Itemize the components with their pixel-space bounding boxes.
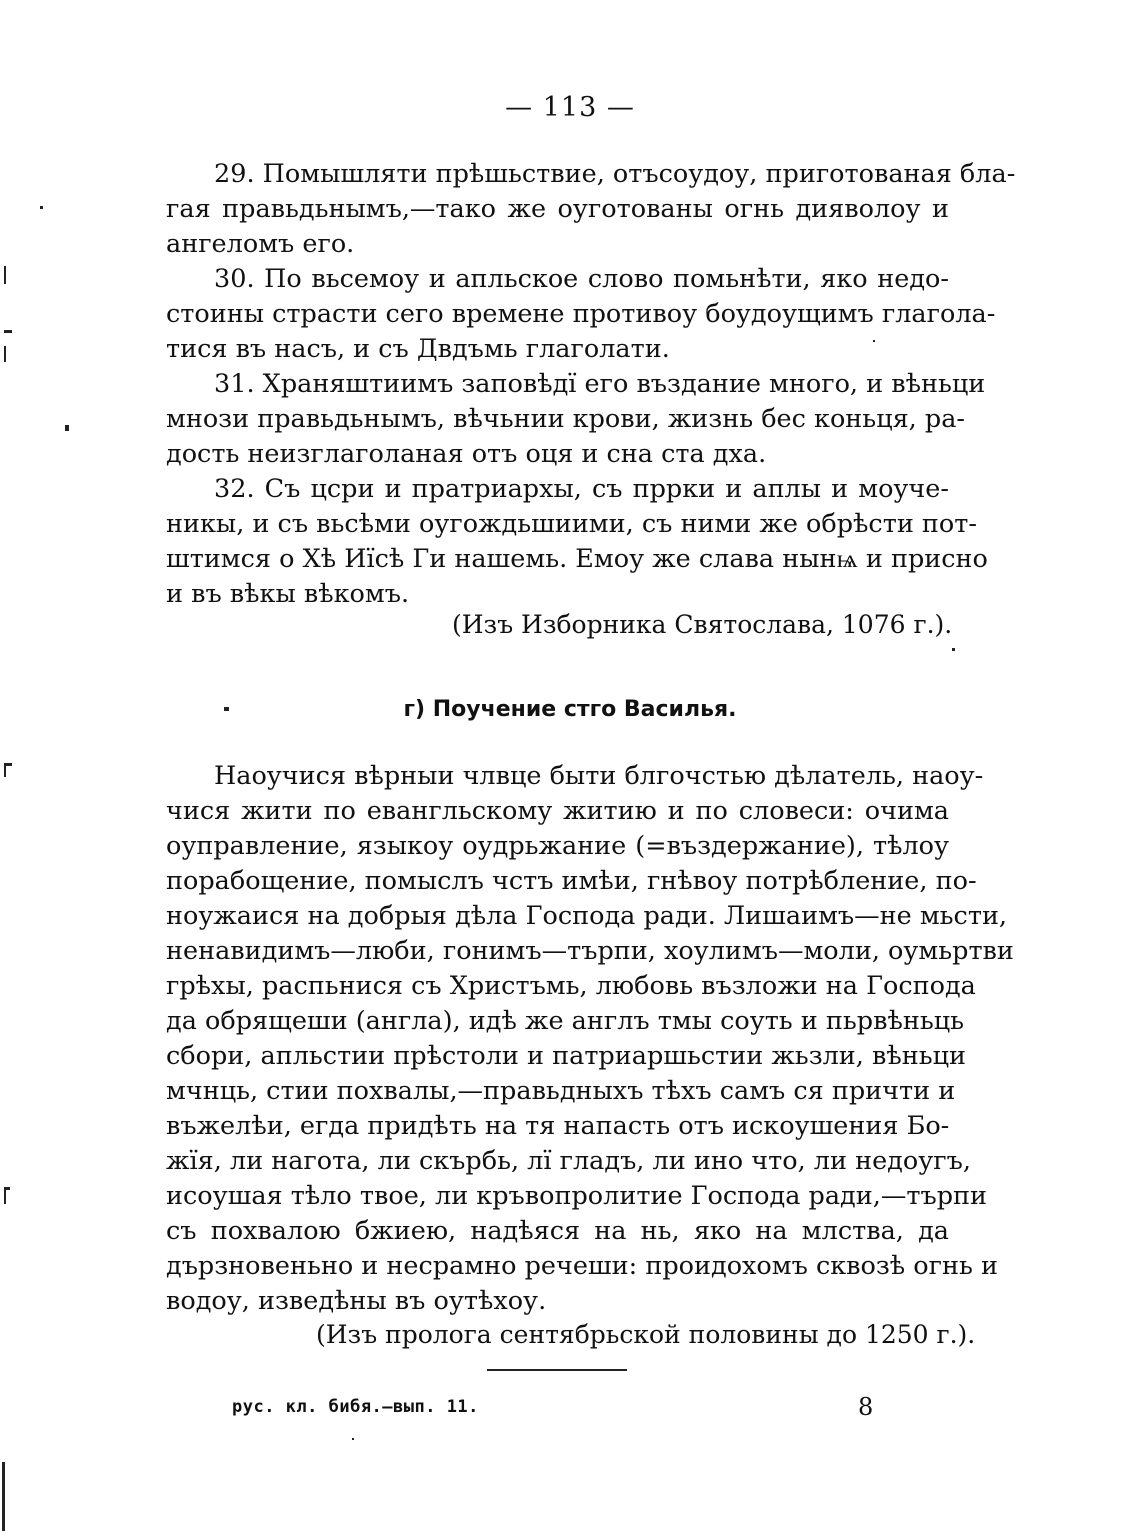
section-2-heading: г) Поучение стго Василья. <box>403 697 737 722</box>
footer-sheet-number: 8 <box>858 1393 874 1421</box>
source-citation-2: (Изъ пролога сентябрьской половины до 1250 г.). <box>316 1320 976 1349</box>
scan-mark <box>4 1190 6 1204</box>
text-line: стоины страсти сего времене противоу боудоущимъ глагола- <box>166 299 996 329</box>
text-line: съ похвалою бжиею, надѣяся на нь, яко на млства, да <box>166 1216 949 1246</box>
scan-mark <box>352 1438 354 1440</box>
text-line: да обрящеши (англа), идѣ же англъ тмы соуть и пьрвѣньць <box>166 1006 964 1036</box>
text-line: никы, и съ вьсѣми оугождьшиими, съ ними же обрѣсти пот- <box>166 509 977 539</box>
scan-mark <box>952 648 955 651</box>
text-line: Наоучися вѣрныи члвце быти блгочстью дѣлатель, наоу- <box>214 761 984 791</box>
text-line: порабощение, помыслъ чстъ имѣи, гнѣвоу потрѣбление, по- <box>166 866 977 896</box>
text-line: чися жити по евангльскому житию и по словеси: очима <box>166 796 949 826</box>
page-number-header: — 113 — <box>505 92 635 123</box>
text-line: ненавидимъ—люби, гонимъ—търпи, хоулимъ—моли, оумьртви <box>166 936 1014 966</box>
scan-mark <box>873 340 875 342</box>
text-line: ноужаися на добрыя дѣла Господа ради. Лишаимъ—не мьсти, <box>166 901 1008 931</box>
text-line: и въ вѣкы вѣкомъ. <box>166 579 410 609</box>
text-line: мчнць, стии похвалы,—правьдныхъ тѣхъ самъ ся причти и <box>166 1076 956 1106</box>
text-line: тися въ насъ, и съ Двдъмь глаголати. <box>166 334 670 364</box>
text-line: дързновеньно и несрамно речеши: проидохомъ сквозѣ огнь и <box>166 1251 998 1281</box>
scan-mark <box>4 763 6 777</box>
scan-mark <box>65 425 69 431</box>
section-1-text <box>166 157 1016 612</box>
source-citation-1: (Изъ Изборника Святослава, 1076 г.). <box>452 610 953 639</box>
text-line: 31. Храняштиимъ заповѣдї его въздание много, и вѣньци <box>214 369 986 399</box>
text-line: гая правьдьнымъ,—тако же оуготованы огнь дияволоу и <box>166 194 949 224</box>
text-line: сбори, апльстии прѣстоли и патриаршьстии жьзли, вѣньци <box>166 1041 967 1071</box>
text-line: 32. Съ цсри и пратриархы, съ пррки и аплы и моуче- <box>214 474 949 504</box>
scan-mark <box>4 330 12 333</box>
text-line: водоу, изведѣны въ оутѣхоу. <box>166 1286 547 1316</box>
text-line: оуправление, языкоу оудрьжание (=въздержание), тѣлоу <box>166 831 949 861</box>
text-line: грѣхы, распьнися съ Христъмь, любовь възложи на Господа <box>166 971 976 1001</box>
footer-divider <box>487 1369 627 1371</box>
scan-mark <box>4 266 6 284</box>
text-line: ангеломъ его. <box>166 229 355 259</box>
scan-mark <box>4 346 6 362</box>
text-line: штимся о Хѣ Иїсѣ Ги нашемь. Емоу же слава нынѩ и присно <box>166 544 988 574</box>
text-line: 29. Помышляти прѣшьствие, отъсоудоу, приготованая бла- <box>214 159 1016 189</box>
scan-mark <box>40 206 43 209</box>
text-line: 30. По вьсемоу и апльское слово помьнѣти, яко недо- <box>214 264 949 294</box>
scan-mark <box>2 1462 5 1531</box>
section-2-text <box>166 759 1014 1319</box>
text-line: мнози правьдьнымъ, вѣчьнии крови, жизнь бес коньця, ра- <box>166 404 966 434</box>
footer-signature: рус. кл. бибя.—вып. 11. <box>232 1397 479 1417</box>
text-line: исоушая тѣло твое, ли кръвопролитие Господа ради,—търпи <box>166 1181 988 1211</box>
text-line: дость неизглаголаная отъ оця и сна ста дха. <box>166 439 767 469</box>
text-line: жїя, ли нагота, ли скърбь, лї гладъ, ли ино что, ли недоугъ, <box>166 1146 971 1176</box>
text-line: въжелѣи, егда придѣть на тя напасть отъ искоушения Бо- <box>166 1111 950 1141</box>
scan-mark <box>224 707 229 711</box>
